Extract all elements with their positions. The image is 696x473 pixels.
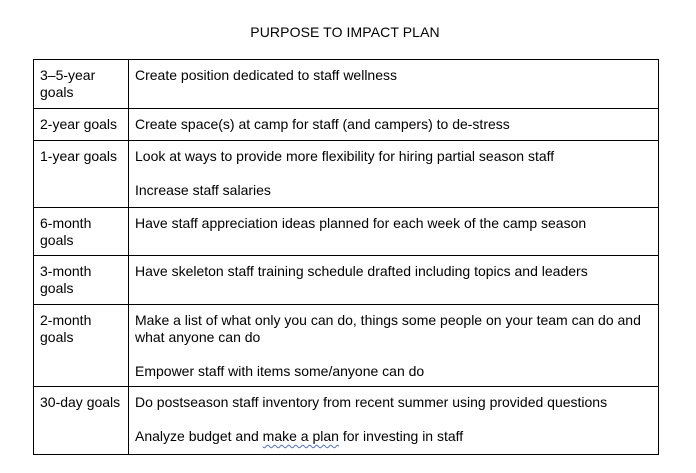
spellcheck-marked-text[interactable]: make a plan xyxy=(262,428,339,444)
goals-cell xyxy=(129,141,659,208)
document-title: PURPOSE TO IMPACT PLAN xyxy=(250,24,440,40)
goals-cell xyxy=(129,60,659,109)
goals-cell xyxy=(129,208,659,256)
goal-text: Increase staff salaries xyxy=(135,182,271,198)
timeframe-cell: 2-month goals xyxy=(34,305,129,387)
table-row xyxy=(34,256,659,305)
table-row xyxy=(34,141,659,208)
goal-text: Have skeleton staff training schedule drafted including topics and leaders xyxy=(135,263,588,279)
goal-text: Have staff appreciation ideas planned for each week of the camp season xyxy=(135,215,587,231)
goal-text-part: for investing in staff xyxy=(338,428,464,444)
goal-text: Create position dedicated to staff wellness xyxy=(135,67,398,83)
goals-cell xyxy=(129,305,659,387)
goals-cell xyxy=(129,256,659,305)
goal-text: Look at ways to provide more flexibility for hiring partial season staff xyxy=(135,148,555,164)
timeframe-cell: 6-month goals xyxy=(34,208,129,256)
goal-text: Empower staff with items some/anyone can do xyxy=(135,363,425,379)
plan-table xyxy=(33,59,659,455)
timeframe-cell: 2-year goals xyxy=(34,109,129,141)
table-row xyxy=(34,208,659,256)
goal-text: Do postseason staff inventory from recent summer using provided questions xyxy=(135,394,608,410)
table-row xyxy=(34,60,659,109)
goal-text: Create space(s) at camp for staff (and campers) to de-stress xyxy=(135,116,510,132)
table-row xyxy=(34,305,659,387)
goal-text: Make a list of what only you can do, things some people on your team can do and what anyone can do xyxy=(135,312,641,345)
goal-text-part: Analyze budget and xyxy=(135,428,263,444)
table-row xyxy=(34,387,659,455)
timeframe-cell: 1-year goals xyxy=(34,141,129,208)
goal-text-last xyxy=(135,428,652,445)
timeframe-cell: 30-day goals xyxy=(34,387,129,455)
timeframe-cell: 3–5-year goals xyxy=(34,60,129,109)
goals-cell xyxy=(129,387,659,455)
goals-cell xyxy=(129,109,659,141)
table-row xyxy=(34,109,659,141)
timeframe-cell: 3-month goals xyxy=(34,256,129,305)
